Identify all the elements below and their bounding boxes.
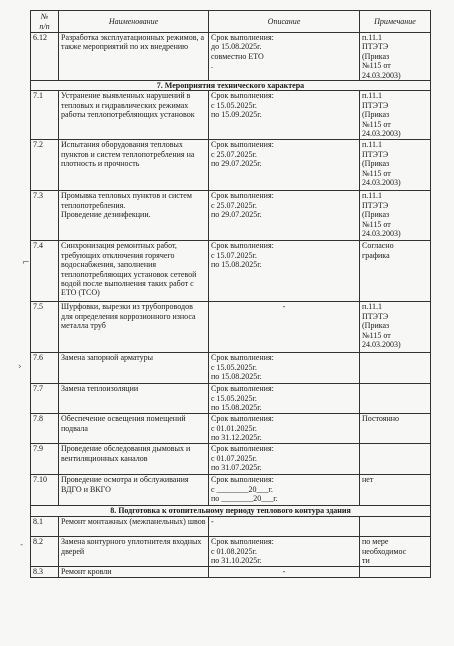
row-name: Промывка тепловых пунктов и систем теплопотребления. Проведение дезинфекции.: [59, 191, 209, 241]
row-name: Ремонт монтажных (межпанельных) швов: [59, 517, 209, 537]
row-description: -: [209, 517, 360, 537]
row-name: Замена контурного уплотнителя входных дверей: [59, 537, 209, 567]
row-name: Ремонт кровли: [59, 567, 209, 578]
row-name: Проведение обследования дымовых и вентиляционных каналов: [59, 444, 209, 475]
row-description: Срок выполнения: с 15.05.2025г. по 15.08.2025г.: [209, 384, 360, 414]
row-note: п.11.1 ПТЭТЭ (Приказ №115 от 24.03.2003): [360, 33, 431, 81]
row-number: 7.6: [31, 353, 59, 384]
header-name: Наименование: [59, 11, 209, 33]
table-row: [31, 33, 431, 81]
table-row: [31, 191, 431, 241]
table-row: [31, 444, 431, 475]
row-note: п.11.1 ПТЭТЭ (Приказ №115 от 24.03.2003): [360, 302, 431, 353]
row-description: Срок выполнения: с 01.07.2025г. по 31.07.2025г.: [209, 444, 360, 475]
row-description: Срок выполнения: с 01.01.2025г. по 31.12.2025г.: [209, 414, 360, 444]
row-description: Срок выполнения: с ________20___г. по ________20___г.: [209, 475, 360, 506]
row-note: п.11.1 ПТЭТЭ (Приказ №115 от 24.03.2003): [360, 191, 431, 241]
row-note: [360, 384, 431, 414]
row-number: 7.5: [31, 302, 59, 353]
row-note: по мере необходимос ти: [360, 537, 431, 567]
row-number: 7.3: [31, 191, 59, 241]
table-row: [31, 241, 431, 302]
row-name: Проведение осмотра и обслуживания ВДГО и ВКГО: [59, 475, 209, 506]
row-number: 6.12: [31, 33, 59, 81]
row-note: п.11.1 ПТЭТЭ (Приказ №115 от 24.03.2003): [360, 91, 431, 140]
row-name: Замена теплоизоляции: [59, 384, 209, 414]
row-number: 7.9: [31, 444, 59, 475]
table-row: [31, 414, 431, 444]
scan-artifact-mark: ⌐: [22, 258, 30, 268]
table-row: [31, 140, 431, 191]
scan-artifact-mark: -: [20, 540, 24, 550]
row-description: Срок выполнения: с 15.07.2025г. по 15.08.2025г.: [209, 241, 360, 302]
row-name: Шурфовки, вырезки из трубопроводов для определения коррозионного износа металла труб: [59, 302, 209, 353]
scan-artifact-mark: ›: [18, 362, 22, 372]
table-row: [31, 567, 431, 578]
row-description: -: [209, 567, 360, 578]
row-note: нет: [360, 475, 431, 506]
row-note: [360, 444, 431, 475]
row-number: 7.10: [31, 475, 59, 506]
row-number: 7.8: [31, 414, 59, 444]
row-number: 7.1: [31, 91, 59, 140]
row-name: Разработка эксплуатационных режимов, а также мероприятий по их внедрению: [59, 33, 209, 81]
work-plan-table: [30, 10, 431, 578]
row-number: 8.1: [31, 517, 59, 537]
row-name: Устранение выявленных нарушений в тепловых и гидравлических режимах работы теплопотребляющих установок: [59, 91, 209, 140]
table-row: [31, 537, 431, 567]
table-row: [31, 353, 431, 384]
row-description: Срок выполнения: с 25.07.2025г. по 29.07.2025г.: [209, 140, 360, 191]
section-title: 7. Мероприятия технического характера: [31, 81, 431, 91]
section-row: [31, 506, 431, 517]
table-row: [31, 475, 431, 506]
row-number: 8.3: [31, 567, 59, 578]
row-note: [360, 517, 431, 537]
row-description: Срок выполнения: с 01.08.2025г. по 31.10.2025г.: [209, 537, 360, 567]
row-note: [360, 567, 431, 578]
row-description: Срок выполнения: до 15.08.2025г. совместно ЕТО .: [209, 33, 360, 81]
row-number: 7.7: [31, 384, 59, 414]
table-row: [31, 302, 431, 353]
row-description: Срок выполнения: с 15.05.2025г. по 15.09.2025г.: [209, 91, 360, 140]
row-number: 8.2: [31, 537, 59, 567]
row-number: 7.4: [31, 241, 59, 302]
row-note: [360, 353, 431, 384]
table-row: [31, 384, 431, 414]
row-note: Постоянно: [360, 414, 431, 444]
row-name: Замена запорной арматуры: [59, 353, 209, 384]
row-name: Испытания оборудования тепловых пунктов и систем теплопотребления на плотность и прочность: [59, 140, 209, 191]
row-description: -: [209, 302, 360, 353]
row-note: Согласно графика: [360, 241, 431, 302]
table-row: [31, 517, 431, 537]
header-note: Примечание: [360, 11, 431, 33]
table-row: [31, 91, 431, 140]
row-description: Срок выполнения: с 15.05.2025г. по 15.08.2025г.: [209, 353, 360, 384]
row-name: Синхронизация ремонтных работ, требующих отключения горячего водоснабжения, заполнения теплопотребляющих установок сетевой водой после выполнения таких работ с ЕТО (ТСО): [59, 241, 209, 302]
table-header-row: [31, 11, 431, 33]
header-description: Описание: [209, 11, 360, 33]
header-number: № п/п: [31, 11, 59, 33]
row-number: 7.2: [31, 140, 59, 191]
row-note: п.11.1 ПТЭТЭ (Приказ №115 от 24.03.2003): [360, 140, 431, 191]
row-name: Обеспечение освещения помещений подвала: [59, 414, 209, 444]
section-title: 8. Подготовка к отопительному периоду теплового контура здания: [31, 506, 431, 517]
section-row: [31, 81, 431, 91]
row-description: Срок выполнения: с 25.07.2025г. по 29.07.2025г.: [209, 191, 360, 241]
